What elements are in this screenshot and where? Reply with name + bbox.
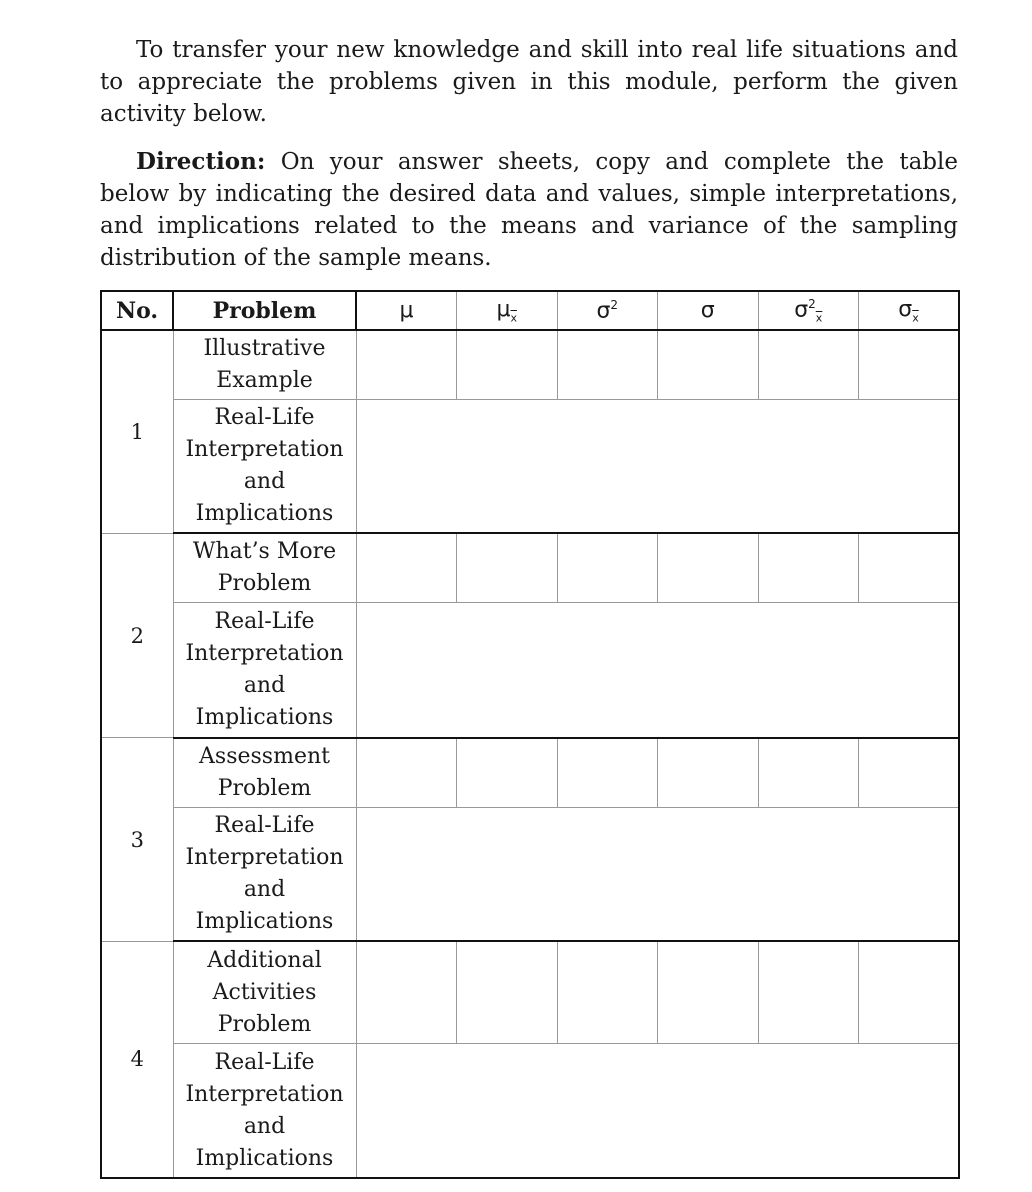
table-row — [101, 1044, 959, 1178]
value-cell — [557, 941, 658, 1043]
value-cell — [457, 330, 558, 399]
value-cell — [859, 533, 960, 602]
interpretation-cell: Real-Life Interpretation and Implications — [173, 603, 356, 738]
value-cell — [356, 738, 457, 807]
direction-text: On your answer sheets, copy and complete the table below by indicating the desired data and values, simple interpretations, and implications related to the means and variance of the sampling distribution of the sample means. — [100, 149, 958, 271]
answer-table — [100, 290, 960, 1179]
value-cell — [658, 533, 759, 602]
problem-cell: Assessment Problem — [173, 738, 356, 807]
intro-paragraph: To transfer your new knowledge and skill into real life situations and to appreciate the problems given in this module, perform the given activity below. — [100, 37, 958, 127]
problem-cell: Additional Activities Problem — [173, 941, 356, 1043]
value-cell — [758, 941, 859, 1043]
value-cell — [859, 738, 960, 807]
row-number: 1 — [101, 330, 173, 533]
header-problem: Problem — [173, 291, 356, 330]
table-row — [101, 533, 959, 602]
interpretation-answer-cell — [356, 1044, 959, 1178]
header-mu: μ — [356, 291, 457, 330]
table-row — [101, 738, 959, 807]
problem-cell: Illustrative Example — [173, 330, 356, 399]
header-no: No. — [101, 291, 173, 330]
interpretation-cell: Real-Life Interpretation and Implications — [173, 1044, 356, 1178]
direction-label: Direction: — [136, 148, 266, 175]
table-row — [101, 941, 959, 1043]
value-cell — [859, 330, 960, 399]
header-sigma: σ — [658, 291, 759, 330]
value-cell — [859, 941, 960, 1043]
row-number: 4 — [101, 941, 173, 1178]
value-cell — [758, 533, 859, 602]
table-row — [101, 399, 959, 533]
value-cell — [356, 330, 457, 399]
value-cell — [356, 533, 457, 602]
interpretation-answer-cell — [356, 603, 959, 738]
table-row — [101, 330, 959, 399]
interpretation-answer-cell — [356, 399, 959, 533]
table-row — [101, 603, 959, 738]
header-row — [101, 291, 959, 330]
value-cell — [557, 738, 658, 807]
header-sigma-squared: $\sigma^2$ — [557, 291, 658, 330]
row-number: 2 — [101, 533, 173, 737]
table-row — [101, 807, 959, 941]
value-cell — [758, 738, 859, 807]
value-cell — [658, 330, 759, 399]
interpretation-answer-cell — [356, 807, 959, 941]
problem-cell: What’s More Problem — [173, 533, 356, 602]
row-number: 3 — [101, 738, 173, 941]
value-cell — [557, 533, 658, 602]
value-cell — [557, 330, 658, 399]
interpretation-cell: Real-Life Interpretation and Implications — [173, 399, 356, 533]
value-cell — [758, 330, 859, 399]
header-sigma-xbar: $\sigma_{\overline{x}}$ — [859, 291, 960, 330]
value-cell — [658, 941, 759, 1043]
page-body — [100, 34, 958, 274]
interpretation-cell: Real-Life Interpretation and Implications — [173, 807, 356, 941]
value-cell — [457, 738, 558, 807]
value-cell — [457, 941, 558, 1043]
header-mu-xbar: $\mu_{\overline{x}}$ — [457, 291, 558, 330]
direction-paragraph — [100, 146, 958, 274]
header-sigma-squared-xbar: $\sigma^2_{\overline{x}}$ — [758, 291, 859, 330]
value-cell — [457, 533, 558, 602]
value-cell — [658, 738, 759, 807]
value-cell — [356, 941, 457, 1043]
